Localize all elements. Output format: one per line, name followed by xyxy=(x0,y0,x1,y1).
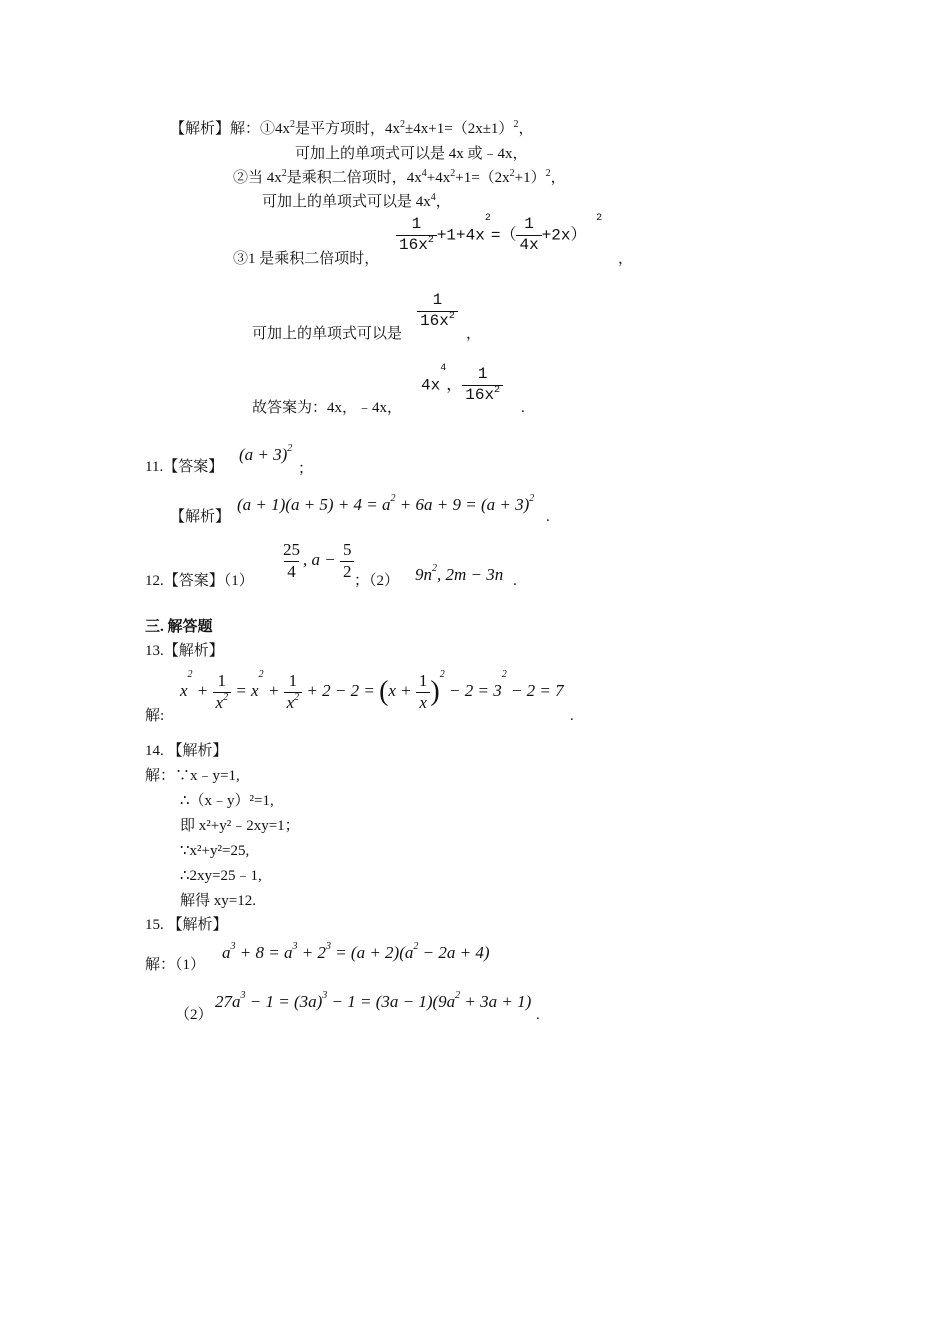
q10-fraction-1-16x2: $\frac{1}{16x^2}$ xyxy=(417,292,458,330)
q14-line-6: 解得 xy=12. xyxy=(180,893,256,909)
q10-line-7-label: 故答案为：4x，﹣4x， xyxy=(252,400,403,416)
q10-line-6-comma: ， xyxy=(466,326,482,342)
q10-line-2: 可加上的单项式可以是 4x 或﹣4x， xyxy=(295,146,528,162)
q14-line-5: ∴2xy=25﹣1, xyxy=(180,868,262,884)
q10-line-5-label: ③1 是乘积二倍项时， xyxy=(233,251,380,267)
q10-line-1: 【解析】解：$①4x^2$是平方项时，$4x^2\pm 4x+1=(2x\pm 1)^2$， xyxy=(170,119,534,137)
q11-analysis-label: 【解析】 xyxy=(170,509,231,525)
q10-answer-formulas: $4x^4$， $\frac{1}{16x^2}$ xyxy=(421,366,503,404)
q11-analysis-end: . xyxy=(546,509,550,525)
q14-line-2: ∴（x﹣y）²=1, xyxy=(180,793,274,809)
q12-answer-part2: $9n^2$, 2m − 3n xyxy=(415,563,504,584)
q12-answer-line: 12.【答案】（1） xyxy=(145,573,254,589)
q15-solve-label: 解：（1） xyxy=(145,957,206,973)
q11-number: 11. xyxy=(145,459,164,475)
q12-end: . xyxy=(513,573,517,589)
q11-answer-line: 11.【答案】 xyxy=(145,459,224,475)
q13-end: . xyxy=(570,708,574,724)
q10-line-7-end: . xyxy=(521,400,525,416)
q12-separator: ；（2） xyxy=(354,573,400,589)
q10-line-6-label: 可加上的单项式可以是 xyxy=(252,326,403,342)
q15-end: . xyxy=(536,1007,540,1023)
q10-head: 【解析】解： xyxy=(170,121,261,137)
q14-line-4: ∵x²+y²=25, xyxy=(180,843,250,859)
section-title: 三. 解答题 xyxy=(145,619,213,635)
q12-number: 12. xyxy=(145,573,164,589)
q11-answer-formula: $(a + 3)^2$ xyxy=(239,443,293,464)
q12-answer-part1: $\frac{25}{4}$ , a − $\frac{5}{2}$ xyxy=(280,541,354,581)
q13-formula: $x^2$ + $\frac{1}{x^2}$ = $x^2$ + $\frac{1}{x^2}$ + 2 − 2 = (x + $\frac{1}{x}$ )$^2 - 2 = 3^2 - 2 = 7$ xyxy=(180,669,564,712)
q10-line-3: ②当 $4x^2$是乘积二倍项时，$4x^4+4x^2+1=(2x^2+1)^2$， xyxy=(233,168,566,186)
q10-line-4: 可加上的单项式可以是 $4x^4$， xyxy=(262,192,451,210)
q14-line-3: 即 x²+y²﹣2xy=1； xyxy=(180,818,300,834)
q14-line-1: 解：∵x﹣y=1, xyxy=(145,768,240,784)
q10-formula-3: $\frac{1}{16x^2}$ $+1+4x^2=$（ $\frac{1}{4x}$ +2x） $^2$ xyxy=(396,216,602,254)
q13-solve-label: 解: xyxy=(145,708,165,724)
q15-head: 15. 【解析】 xyxy=(145,917,228,933)
q13-head: 13.【解析】 xyxy=(145,643,224,659)
q11-answer-end: ； xyxy=(298,461,314,477)
q10-line-5-comma: ， xyxy=(618,251,634,267)
q15-formula-2: $27a^3 - 1 = (3a)^3 - 1 = (3a - 1)(9a^2 + 3a + 1)$ xyxy=(215,990,532,1011)
q15-formula-1: $a^3 + 8 = a^3 + 2^3 = (a + 2)(a^2 - 2a + 4)$ xyxy=(222,941,490,962)
q11-analysis-formula: $(a + 1)(a + 5) + 4 = a^2 + 6a + 9 = (a + 3)^2$ xyxy=(237,493,535,514)
q14-head: 14. 【解析】 xyxy=(145,743,228,759)
q15-part2-label: （2） xyxy=(175,1007,213,1023)
